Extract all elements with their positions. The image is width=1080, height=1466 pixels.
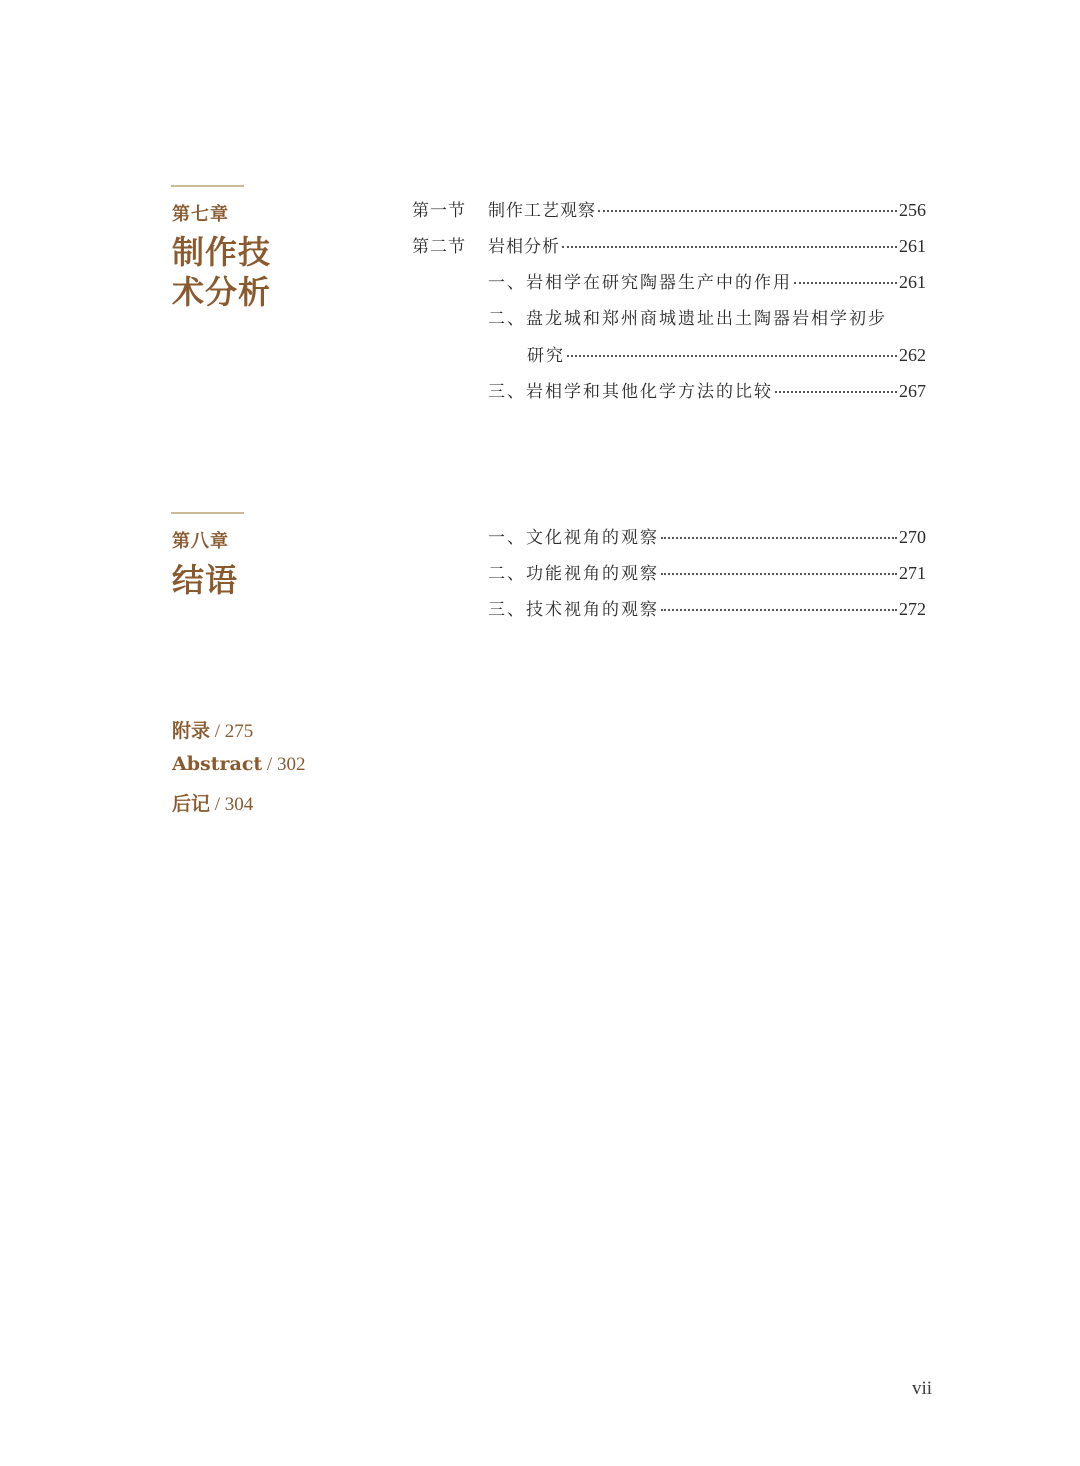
page-number: 267 — [899, 381, 926, 401]
dot-leader — [598, 210, 897, 212]
section-number: 第一节 — [412, 201, 466, 221]
page-number: 262 — [899, 345, 926, 365]
page-number: 272 — [899, 599, 926, 619]
back-matter-page: / 304 — [210, 794, 254, 815]
chapter8-rule — [171, 512, 244, 514]
entry-title: 制作工艺观察 — [488, 201, 596, 221]
toc-entry-ch7-sec1[interactable] — [412, 198, 926, 222]
toc-entry-ch7-sec2[interactable] — [412, 234, 926, 258]
toc-entry-ch8-1[interactable] — [488, 525, 926, 549]
toc-entry-ch7-sub2-line1[interactable] — [488, 307, 926, 331]
back-matter-postscript[interactable] — [172, 789, 253, 816]
back-matter-title: 后记 — [172, 793, 211, 815]
page-number: 261 — [899, 236, 926, 256]
dot-leader — [562, 246, 897, 248]
dot-leader — [661, 609, 897, 611]
page-number: 271 — [899, 563, 926, 583]
page-number: 261 — [899, 272, 926, 292]
entry-title: 岩相分析 — [488, 237, 560, 257]
entry-title: 一、岩相学在研究陶器生产中的作用 — [488, 273, 792, 293]
chapter8-label: 第八章 — [172, 531, 229, 552]
back-matter-title: 附录 — [172, 720, 211, 742]
back-matter-appendix[interactable] — [172, 716, 253, 743]
entry-title: 二、盘龙城和郑州商城遗址出土陶器岩相学初步 — [488, 309, 887, 329]
dot-leader — [661, 537, 897, 539]
toc-entry-ch7-sub1[interactable] — [488, 270, 926, 294]
chapter7-title: 制作技术分析 — [172, 233, 272, 311]
back-matter-abstract[interactable] — [172, 753, 305, 776]
page-number: 270 — [899, 527, 926, 547]
dot-leader — [567, 355, 897, 357]
page-folio: vii — [912, 1378, 933, 1399]
back-matter-page: / 302 — [262, 754, 306, 775]
toc-entry-ch8-3[interactable] — [488, 597, 926, 621]
toc-entry-ch7-sub3[interactable] — [488, 379, 926, 403]
entry-title: 三、岩相学和其他化学方法的比较 — [488, 382, 773, 402]
back-matter-page: / 275 — [210, 721, 254, 742]
entry-title: 一、文化视角的观察 — [488, 528, 659, 548]
toc-entry-ch7-sub2-line2[interactable] — [527, 343, 926, 367]
dot-leader — [794, 282, 897, 284]
page-number: 256 — [899, 200, 926, 220]
section-number: 第二节 — [412, 237, 466, 257]
entry-title-continued: 研究 — [527, 346, 565, 366]
back-matter-title: Abstract — [172, 753, 263, 775]
chapter7-rule — [171, 185, 244, 187]
entry-title: 二、功能视角的观察 — [488, 564, 659, 584]
toc-entry-ch8-2[interactable] — [488, 561, 926, 585]
chapter7-label: 第七章 — [172, 204, 229, 225]
dot-leader — [775, 391, 897, 393]
chapter8-title: 结语 — [172, 561, 239, 599]
dot-leader — [661, 573, 897, 575]
entry-title: 三、技术视角的观察 — [488, 600, 659, 620]
